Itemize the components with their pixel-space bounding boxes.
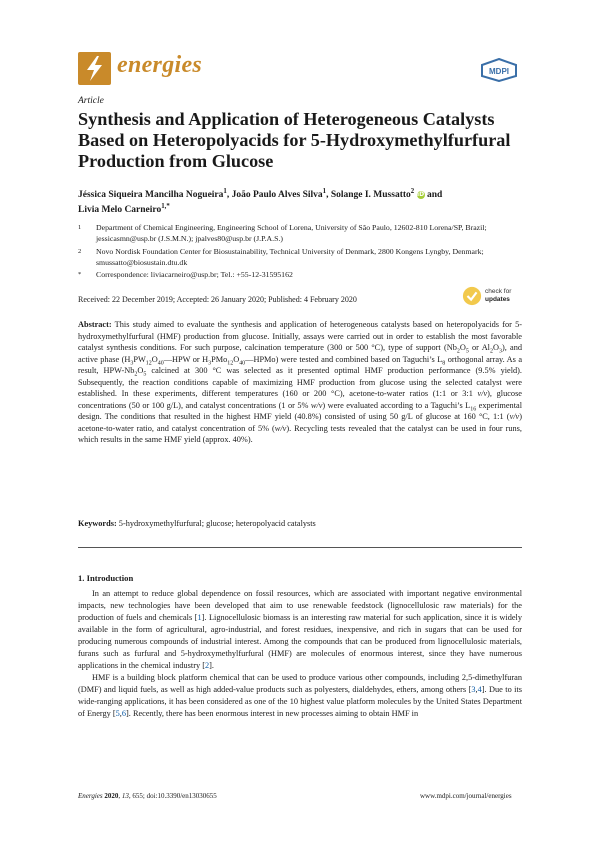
affiliation-2 bbox=[78, 246, 518, 268]
italic-unit: v/v bbox=[509, 412, 520, 421]
author-affiliation-mark: 1 bbox=[223, 187, 227, 195]
affiliation-text: Department of Chemical Engineering, Engineering School of Lorena, University of São Paulo, 12602-810 Lorena/SP, Brazil; jessicasmn@usp.br (J.S.M.N.); jpalves80@usp.br (J.P.A.S.) bbox=[96, 223, 487, 243]
affiliation-text: Correspondence: liviacarneiro@usp.br; Tel.: +55-12-31595162 bbox=[96, 270, 293, 279]
mdpi-logo-text: MDPI bbox=[489, 67, 509, 76]
abstract-text: —HPMo) were tested and combined based on Taguchi’s L bbox=[245, 354, 443, 364]
subscript: 5 bbox=[465, 348, 469, 355]
abstract-text: experimental design. The conditions that resulted in the highest HMF yield (40.8%) consisted of using 50 g/L of glucose at 160 °C, 1:1 ( bbox=[78, 400, 522, 421]
subscript: 40 bbox=[239, 360, 246, 367]
italic-unit: v/v bbox=[477, 389, 488, 398]
footer-citation: Energies 2020, 13, 655; doi:10.3390/en13030655 bbox=[78, 792, 217, 800]
citation-separator: , bbox=[119, 709, 122, 718]
abstract-text: ) were evaluated according to a Taguchi’s L bbox=[322, 400, 471, 410]
subscript: 2 bbox=[456, 348, 460, 355]
affiliation-mark: 2 bbox=[78, 248, 82, 255]
journal-logo-icon bbox=[78, 52, 111, 85]
check-for-updates-icon bbox=[462, 286, 482, 306]
author-name[interactable]: Livia Melo Carneiro bbox=[78, 205, 162, 215]
journal-name: energies bbox=[117, 52, 203, 78]
citation-link[interactable]: 3 bbox=[471, 685, 476, 694]
abstract-text: O bbox=[137, 366, 144, 375]
footer-year: 2020 bbox=[104, 792, 119, 800]
author-separator: , bbox=[226, 190, 232, 200]
author-name[interactable]: Jéssica Siqueira Mancilha Nogueira bbox=[78, 190, 224, 200]
abstract bbox=[78, 319, 522, 446]
footer-volume: 13 bbox=[121, 792, 129, 800]
subscript: 3 bbox=[208, 360, 212, 367]
section-divider bbox=[78, 547, 522, 548]
introduction-body bbox=[78, 588, 522, 720]
author-affiliation-mark: 2 bbox=[410, 187, 415, 195]
check-for-updates-line2: updates bbox=[485, 295, 510, 303]
abstract-text: orthogonal array. As a result, HPW-Nb bbox=[78, 354, 523, 375]
keywords-text: 5-hydroxymethylfurfural; glucose; heteropolyacid catalysts bbox=[116, 519, 316, 528]
article-title: Synthesis and Application of Heterogeneous Catalysts Based on Heteropolyacids for 5-Hydroxymethylfurfural Production from Glucose bbox=[78, 109, 511, 171]
author-list bbox=[78, 188, 523, 218]
check-for-updates-line1: check for bbox=[485, 288, 512, 295]
italic-unit: w/v bbox=[310, 400, 323, 410]
author-separator: , bbox=[326, 190, 331, 200]
subscript: 5 bbox=[143, 371, 147, 378]
abstract-text: ), glucose concentrations (50 or 100 g/L), and catalyst concentrations (1 or 5% bbox=[78, 389, 522, 410]
affiliation-mark: 1 bbox=[78, 224, 82, 231]
abstract-text: PW bbox=[133, 354, 146, 364]
abstract-text: ). Recycling tests revealed that the catalyst can be used in four runs, which results in the same HMF yield (approx. 40%). bbox=[78, 423, 522, 444]
subscript: 12 bbox=[227, 360, 234, 367]
body-text: HMF is a building block platform chemical that can be used to produce various other compounds, including 2,5-dimethylfuran (DMF) and liquid fuels, as well as high added-value products such as polyesters, dialdehydes, ethers, among others [ bbox=[78, 673, 522, 694]
abstract-text: —HPW or H bbox=[163, 354, 209, 364]
orcid-icon[interactable]: iD bbox=[417, 191, 425, 198]
subscript: 16 bbox=[470, 406, 477, 413]
publication-dates: Received: 22 December 2019; Accepted: 26 January 2020; Published: 4 February 2020 bbox=[78, 295, 357, 304]
author-conjunction: and bbox=[424, 190, 443, 200]
author-name[interactable]: João Paulo Alves Silva bbox=[231, 190, 323, 200]
abstract-text: O bbox=[151, 354, 158, 364]
correspondence bbox=[78, 269, 518, 280]
citation-link[interactable]: 2 bbox=[204, 661, 210, 670]
citation-link[interactable]: 6 bbox=[121, 709, 127, 718]
footer-journal: Energies bbox=[78, 792, 103, 800]
subscript: 2 bbox=[134, 371, 138, 378]
abstract-text: O bbox=[233, 354, 240, 364]
subscript: 12 bbox=[145, 360, 152, 367]
subscript: 3 bbox=[130, 360, 134, 367]
body-text: ]. bbox=[209, 661, 214, 670]
abstract-text: ), and active phase (H bbox=[78, 343, 522, 364]
citation-separator: , bbox=[475, 685, 478, 694]
abstract-text: ) acetone-to-water ratio, and catalyst concentration of 5% ( bbox=[78, 412, 522, 433]
author-name[interactable]: Solange I. Mussatto bbox=[330, 190, 411, 200]
citation-link[interactable]: 1 bbox=[197, 613, 202, 622]
author-affiliation-mark: 1 bbox=[322, 187, 327, 195]
body-text: ]. Lignocellulosic biomass is an interesting raw material for such application, since it is widely available in the form of agricultural, agro-industrial, and forest residues, inexpensive, and rich in sugars that can be used for producing numerous compounds of industrial interest. Among the compounds that can be produced from lignocellulosic materials, furans such as furfural and 5-hydroxymethylfurfural (HMF) are molecules of enormous interest, since they have numerous applications in the chemical industry [ bbox=[78, 613, 522, 670]
footer-doi[interactable]: , 655; doi:10.3390/en13030655 bbox=[128, 792, 217, 800]
article-type: Article bbox=[78, 96, 104, 106]
affiliation-text: Novo Nordisk Foundation Center for Biosustainability, Technical University of Denmark, 2800 Kongens Lyngby, Denmark; smussatto@biosustain.dtu.dk bbox=[96, 247, 484, 267]
citation-link[interactable]: 5 bbox=[115, 709, 120, 718]
citation-link[interactable]: 4 bbox=[477, 685, 482, 694]
body-text: In an attempt to reduce global dependence on fossil resources, which are associated with important negative environmental impacts, new technologies have been developed that aim to use renewable feedstock (lignocellulosic raw materials) for the production of fuels and chemicals [ bbox=[78, 589, 522, 622]
lightning-bolt-icon bbox=[78, 52, 111, 85]
subscript: 2 bbox=[490, 348, 493, 355]
abstract-text: O bbox=[459, 343, 466, 352]
subscript: 40 bbox=[157, 360, 164, 367]
italic-unit: w/v bbox=[274, 423, 287, 433]
abstract-label: Abstract: bbox=[78, 320, 112, 329]
footer-journal-url[interactable]: www.mdpi.com/journal/energies bbox=[420, 792, 512, 800]
section-heading: 1. Introduction bbox=[78, 573, 134, 583]
affiliation-mark: * bbox=[78, 271, 82, 278]
paragraph bbox=[78, 588, 522, 672]
abstract-text: O bbox=[492, 343, 499, 352]
abstract-text: or Al bbox=[468, 343, 490, 352]
affiliation-1 bbox=[78, 222, 518, 244]
keywords-label: Keywords: bbox=[78, 519, 117, 528]
abstract-text: PMo bbox=[211, 354, 228, 364]
author-affiliation-mark: 1,* bbox=[161, 202, 170, 210]
mdpi-logo-icon bbox=[480, 58, 518, 82]
body-text: ]. Recently, there has been enormous interest in new processes aiming to obtain HMF in bbox=[126, 709, 419, 718]
check-for-updates-label bbox=[485, 288, 511, 303]
body-text: ]. Due to its wide-ranging applications, it has been considered as one of the 10 highest value platform molecules by the United States Department of Energy [ bbox=[78, 685, 522, 718]
paragraph bbox=[78, 672, 522, 720]
subscript: 8 bbox=[442, 360, 446, 367]
abstract-text: calcined at 300 °C was selected as it presented optimal HMF production performance (9.5% yield). Subsequently, the reaction conditions capable of maximizing HMF production from glucose using the selected catalyst were established. In these experiments, different temperatures (160 or 200 °C), acetone-to-water ratios (1:1 or 3:1 bbox=[78, 366, 523, 398]
keywords bbox=[78, 519, 522, 528]
abstract-text: This study aimed to evaluate the synthesis and application of heterogeneous catalysts based on heteropolyacids for 5-hydroxymethylfurfural (HMF) production from glucose. Initially, assays were carried out in order to establish the most favorable catalyst synthesis conditions. For such purpose, calcination temperature (300 or 500 °C), type of support (Nb bbox=[78, 320, 522, 352]
subscript: 3 bbox=[498, 348, 502, 355]
